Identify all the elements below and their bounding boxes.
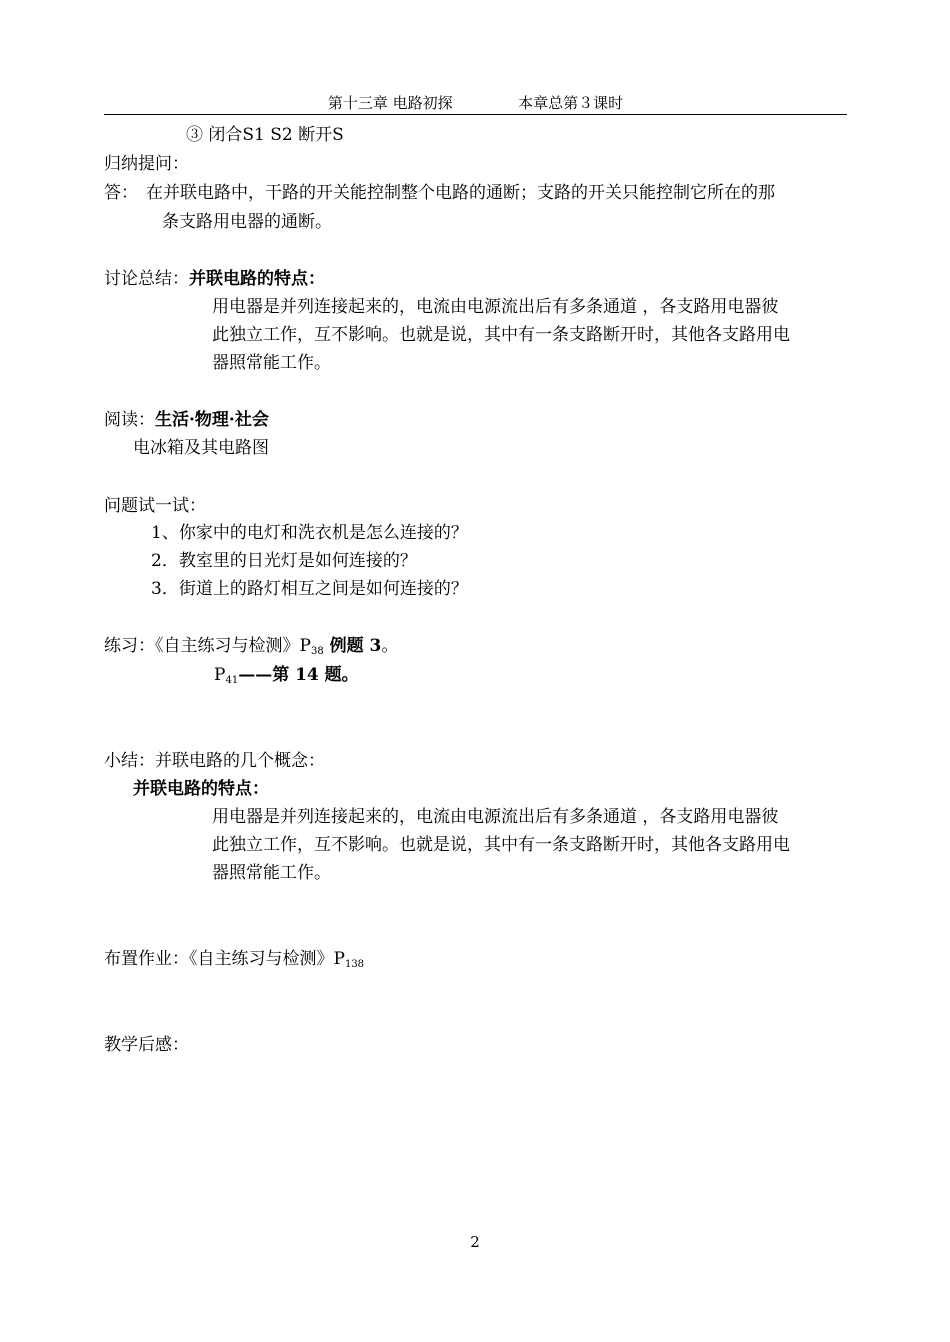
header-chapter: 第十三章 电路初探 (327, 94, 453, 112)
summary-line-1: 用电器是并列连接起来的，电流由电源流出后有多条通道 ，各支路用电器彼 (212, 807, 779, 827)
reading-label: 阅读： (104, 410, 155, 430)
try-label: 问题试一试： (104, 496, 206, 516)
page-number: 2 (470, 1233, 480, 1251)
discussion-title: 并联电路的特点： (189, 269, 325, 289)
try-item-1: 1、你家中的电灯和洗衣机是怎么连接的？ (151, 523, 468, 543)
discussion-line-1: 用电器是并列连接起来的，电流由电源流出后有多条通道 ，各支路用电器彼 (212, 297, 779, 317)
discussion-heading (104, 268, 325, 290)
answer-text-1: 在并联电路中，干路的开关能控制整个电路的通断；支路的开关只能控制它所在的那 (146, 183, 775, 203)
try-item-2: 2．教室里的日光灯是如何连接的？ (151, 551, 417, 571)
reading-item: 电冰箱及其电路图 (133, 438, 269, 458)
answer-line-1 (104, 182, 775, 204)
summary-title: 并联电路的特点： (133, 779, 269, 799)
practice-example: 例题 3 (323, 636, 382, 656)
practice-line-2 (214, 664, 359, 686)
discussion-label: 讨论总结： (104, 269, 189, 289)
practice-line-1 (104, 635, 398, 657)
summary-label: 小结：并联电路的几个概念： (104, 751, 325, 771)
practice-p2-rest: ——第 14 题。 (238, 665, 359, 685)
reading-heading (104, 409, 269, 431)
homework-page: 138 (344, 959, 365, 970)
practice-page-2: 41 (225, 675, 239, 686)
practice-end: 。 (381, 636, 399, 656)
discussion-line-2: 此独立工作，互不影响。也就是说，其中有一条支路断开时，其他各支路用电 (212, 325, 790, 345)
step-3: ③ 闭合S1 S2 断开S (186, 125, 344, 145)
practice-p2-prefix: P (214, 665, 226, 685)
homework-label: 布置作业：《自主练习与检测》P (104, 949, 345, 969)
try-item-3: 3．街道上的路灯相互之间是如何连接的？ (151, 579, 468, 599)
discussion-line-3: 器照常能工作。 (212, 353, 331, 373)
question-label: 归纳提问： (104, 154, 189, 174)
reflection-label: 教学后感： (104, 1035, 189, 1055)
answer-label: 答： (104, 183, 138, 203)
practice-page-1: 38 (310, 646, 324, 657)
reading-title: 生活·物理·社会 (155, 410, 269, 430)
header-lesson: 本章总第３课时 (518, 94, 624, 112)
practice-label: 练习：《自主练习与检测》P (104, 636, 311, 656)
homework-line (104, 948, 364, 970)
summary-line-3: 器照常能工作。 (212, 863, 331, 883)
summary-line-2: 此独立工作，互不影响。也就是说，其中有一条支路断开时，其他各支路用电 (212, 835, 790, 855)
answer-line-2: 条支路用电器的通断。 (162, 212, 332, 232)
page-header (104, 92, 847, 115)
